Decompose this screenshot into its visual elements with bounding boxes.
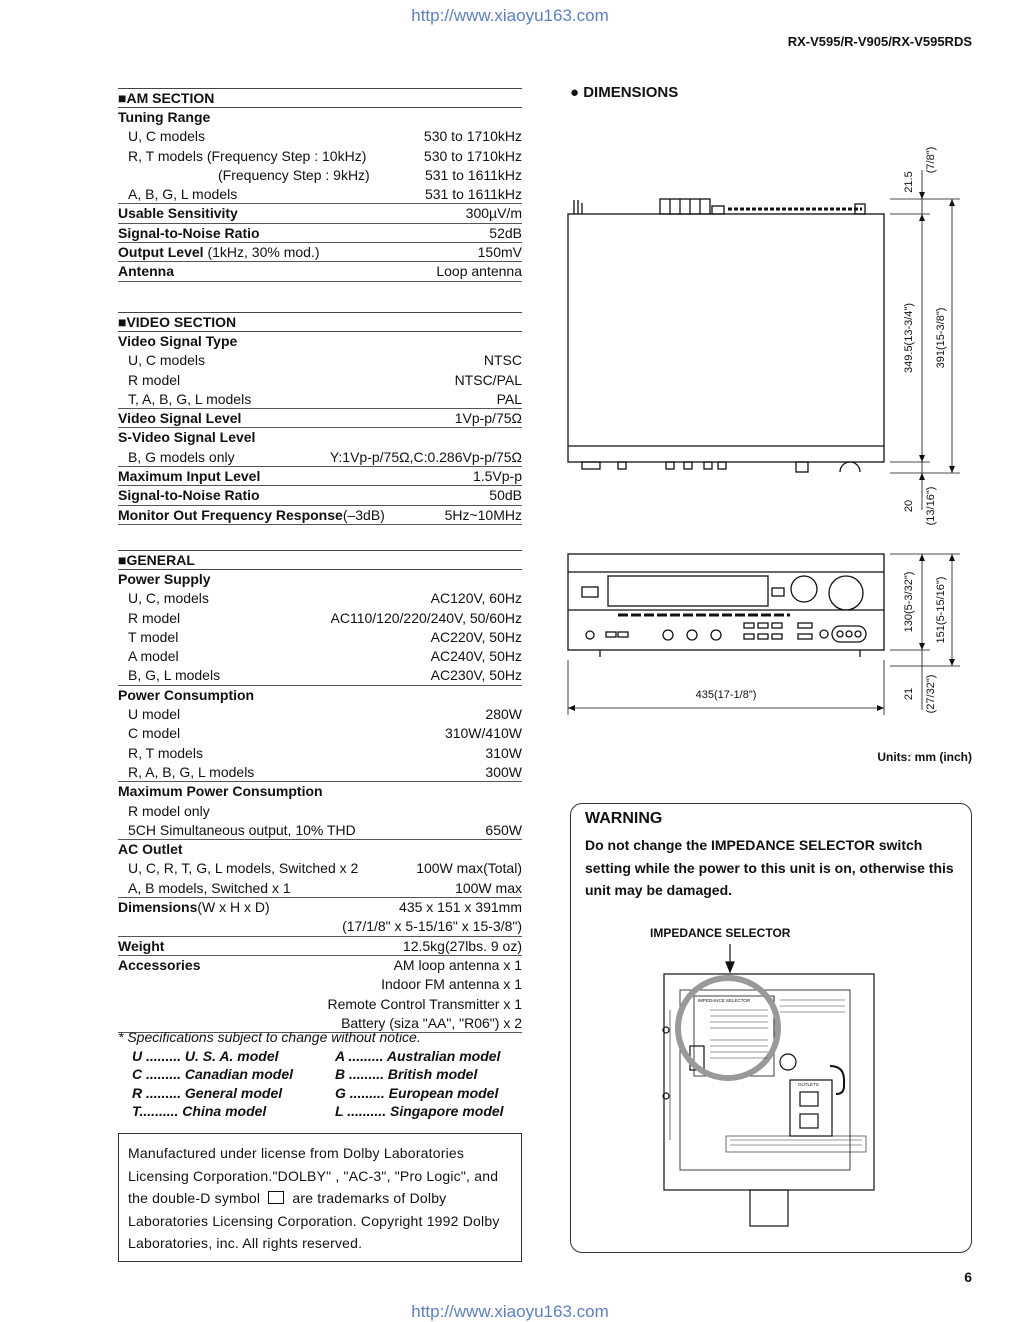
panel-impedance-label: IMPEDANCE SELECTOR xyxy=(698,998,751,1003)
spec-row xyxy=(118,409,522,428)
spec-label xyxy=(118,204,238,222)
legend-entry: R ......... General model xyxy=(132,1084,283,1101)
spec-value: 50dB xyxy=(489,487,522,504)
top-view-body xyxy=(568,214,884,462)
spec-row xyxy=(118,898,522,917)
dim-depth-a: 349.5(13-3/4") xyxy=(903,303,915,373)
dimension-drawings xyxy=(560,110,980,730)
spec-row xyxy=(118,448,522,467)
spec-label-text: A model xyxy=(128,648,179,665)
spec-value: 150mV xyxy=(477,244,522,261)
spec-row xyxy=(118,351,522,370)
spec-label xyxy=(118,609,180,627)
spec-row xyxy=(118,127,522,146)
spec-label xyxy=(118,486,260,504)
spec-label-text: S-Video Signal Level xyxy=(118,429,256,446)
spec-label xyxy=(118,724,180,742)
spec-label xyxy=(118,166,370,184)
dolby-license-box xyxy=(118,1133,522,1262)
spec-label xyxy=(118,351,205,369)
dim-top-a: 21.5 xyxy=(903,171,915,193)
legend-entry: T.......... China model xyxy=(132,1102,267,1119)
spec-row xyxy=(118,589,522,608)
spec-label xyxy=(118,705,180,723)
spec-row xyxy=(118,879,522,898)
spec-label-text: B, G, L models xyxy=(128,667,221,684)
spec-label-text: U, C models xyxy=(128,128,206,145)
spec-value: Remote Control Transmitter x 1 xyxy=(327,995,522,1012)
spec-label-text: R, A, B, G, L models xyxy=(128,763,255,780)
spec-value: 650W xyxy=(485,821,522,838)
spec-value: AC220V, 50Hz xyxy=(430,628,522,645)
spec-label xyxy=(118,409,241,427)
spec-row xyxy=(118,666,522,685)
spec-label-text: (Frequency Step : 9kHz) xyxy=(218,166,370,183)
spec-value: 1.5Vp-p xyxy=(472,468,522,485)
spec-label xyxy=(118,108,210,126)
spec-label xyxy=(118,898,270,916)
spec-label xyxy=(118,647,179,665)
spec-label xyxy=(118,448,235,466)
spec-row xyxy=(118,821,522,840)
double-d-icon xyxy=(268,1191,284,1204)
spec-label xyxy=(118,506,385,524)
spec-label-text: Signal-to-Noise Ratio xyxy=(118,224,260,241)
legend-entry: U ......... U. S. A. model xyxy=(132,1048,279,1064)
spec-label-text: T, A, B, G, L models xyxy=(128,390,252,407)
spec-value: 531 to 1611kHz xyxy=(424,166,522,183)
spec-label-text: R, T models (Frequency Step : 10kHz) xyxy=(128,147,367,164)
spec-label xyxy=(118,802,210,820)
spec-value: 12.5kg(27lbs. 9 oz) xyxy=(402,937,522,954)
spec-row xyxy=(118,744,522,763)
spec-label-text: C model xyxy=(128,725,181,742)
spec-value: Loop antenna xyxy=(436,263,522,280)
spec-label-text: R model xyxy=(128,609,181,626)
spec-row xyxy=(118,428,522,447)
spec-row xyxy=(118,262,522,281)
spec-value: AC110/120/220/240V, 50/60Hz xyxy=(330,609,522,626)
general-section xyxy=(118,550,522,1033)
dim-bot-a: 20 xyxy=(903,499,915,513)
spec-row xyxy=(118,243,522,262)
spec-row xyxy=(118,686,522,705)
spec-value: 530 to 1710kHz xyxy=(423,128,522,145)
spec-value: 5Hz~10MHz xyxy=(444,506,522,523)
spec-row xyxy=(118,486,522,505)
spec-label-suffix: (W x H x D) xyxy=(197,899,270,916)
spec-label-text: Video Signal Level xyxy=(118,410,242,427)
spec-row xyxy=(118,647,522,666)
spec-value: AC120V, 60Hz xyxy=(430,590,522,607)
spec-row xyxy=(118,371,522,390)
spec-label xyxy=(118,467,260,485)
spec-value: Y:1Vp-p/75Ω,C:0.286Vp-p/75Ω xyxy=(329,448,522,465)
spec-label-text: T model xyxy=(128,628,179,645)
spec-label xyxy=(118,147,366,165)
spec-label xyxy=(118,243,320,261)
video-spec-list xyxy=(118,332,522,525)
dim-feet-b: (27/32") xyxy=(925,674,937,714)
spec-value: 52dB xyxy=(489,224,522,241)
spec-value: NTSC xyxy=(483,352,522,369)
dim-h-b: 151(5-15/16") xyxy=(935,576,947,644)
spec-label-text: Usable Sensitivity xyxy=(118,205,238,222)
spec-label-text: Signal-to-Noise Ratio xyxy=(118,487,260,504)
spec-row xyxy=(118,705,522,724)
spec-label xyxy=(118,666,220,684)
spec-label xyxy=(118,127,205,145)
spec-label-text: AC Outlet xyxy=(118,841,183,858)
spec-value: NTSC/PAL xyxy=(454,371,522,388)
spec-label-text: U, C models xyxy=(128,352,206,369)
spec-row xyxy=(118,166,522,185)
spec-value: Battery (siza "AA", "R06") x 2 xyxy=(341,1014,522,1031)
spec-row xyxy=(118,724,522,743)
model-number: RX-V595/R-V905/RX-V595RDS xyxy=(787,34,972,49)
spec-label-text: B, G models only xyxy=(128,448,235,465)
spec-label xyxy=(118,262,174,280)
warning-body: Do not change the IMPEDANCE SELECTOR switch setting while the power to this unit is on, otherwise this unit may be damaged. xyxy=(585,837,954,898)
spec-label xyxy=(118,763,254,781)
spec-row xyxy=(118,570,522,589)
spec-label xyxy=(118,628,178,646)
dim-top-b: (7/8") xyxy=(925,146,937,174)
spec-value: 280W xyxy=(485,706,522,723)
spec-label-text: R, T models xyxy=(128,744,203,761)
spec-row xyxy=(118,224,522,243)
video-section xyxy=(118,312,522,525)
panel-outlets-label: OUTLETS xyxy=(798,1082,819,1087)
spec-label xyxy=(118,570,211,588)
spec-label-text: Power Supply xyxy=(118,571,211,587)
spec-label xyxy=(118,840,183,858)
legend-entry: L .......... Singapore model xyxy=(335,1102,504,1119)
spec-label xyxy=(118,859,358,877)
dim-depth-b: 391(15-3/8") xyxy=(935,307,947,369)
model-legend xyxy=(118,1047,522,1120)
spec-label xyxy=(118,686,254,704)
spec-value: AC230V, 50Hz xyxy=(430,667,522,684)
spec-label-text: U, C, models xyxy=(128,590,209,607)
spec-row xyxy=(118,782,522,801)
spec-row xyxy=(118,390,522,409)
spec-change-note: * Specifications subject to change without notice. xyxy=(118,1029,421,1045)
spec-value: 310W/410W xyxy=(444,725,522,742)
spec-row xyxy=(118,147,522,166)
spec-label-text: Video Signal Type xyxy=(118,333,238,349)
spec-row xyxy=(118,609,522,628)
general-spec-list xyxy=(118,570,522,1033)
spec-label-text: Power Consumption xyxy=(118,686,255,703)
spec-label xyxy=(118,821,356,839)
spec-label xyxy=(118,224,260,242)
general-section-title: ■GENERAL xyxy=(118,550,522,570)
dolby-text-1: Manufactured under license from Dolby Laboratories Licensing Corporation."DOLBY" , "AC-3", "Pro Logic", and the double-D symbol xyxy=(128,1145,499,1206)
spec-label xyxy=(118,937,164,955)
warning-title: WARNING xyxy=(585,810,663,827)
spec-row xyxy=(118,917,522,936)
dolby-text-2: are trademarks of Dolby Laboratories Licensing Corporation. Copyright 1992 Dolby Laboratories, inc. All rights reserved. xyxy=(128,1190,500,1251)
spec-label-text: A, B models, Switched x 1 xyxy=(128,879,291,896)
spec-value: 531 to 1611kHz xyxy=(424,186,522,203)
spec-value: 300W xyxy=(485,763,522,780)
spec-value: (17/1/8" x 5-15/16" x 15-3/8") xyxy=(342,918,522,935)
page-number: 6 xyxy=(964,1269,972,1285)
spec-label-text: Weight xyxy=(118,937,165,954)
spec-label-text: Accessories xyxy=(118,956,201,973)
spec-row xyxy=(118,937,522,956)
spec-label xyxy=(118,782,323,800)
spec-row xyxy=(118,108,522,127)
spec-value: AC240V, 50Hz xyxy=(430,648,522,665)
spec-row xyxy=(118,467,522,486)
legend-entry: A ......... Australian model xyxy=(335,1048,501,1064)
spec-value: 100W max(Total) xyxy=(416,860,522,877)
am-section xyxy=(118,88,522,282)
spec-value: 1Vp-p/75Ω xyxy=(454,410,522,427)
spec-label xyxy=(118,185,237,203)
spec-label xyxy=(118,332,237,350)
dim-feet-a: 21 xyxy=(903,687,915,701)
dimensions-title: ● DIMENSIONS xyxy=(570,84,679,101)
spec-label-text: Maximum Power Consumption xyxy=(118,783,323,800)
dim-width: 435(17-1/8") xyxy=(695,689,757,701)
header-url[interactable]: http://www.xiaoyu163.com xyxy=(411,6,609,25)
spec-label-text: Tuning Range xyxy=(118,109,211,125)
spec-value: Indoor FM antenna x 1 xyxy=(381,976,522,993)
spec-row xyxy=(118,956,522,975)
spec-label-suffix: (–3dB) xyxy=(342,506,385,523)
spec-label xyxy=(118,428,255,446)
spec-label-suffix: (1kHz, 30% mod.) xyxy=(203,244,320,261)
legend-entry: G ......... European model xyxy=(335,1084,499,1101)
spec-row xyxy=(118,763,522,782)
spec-label-text: Maximum Input Level xyxy=(118,468,261,485)
spec-label-text: Antenna xyxy=(118,263,174,280)
am-section-title: ■AM SECTION xyxy=(118,88,522,108)
spec-label xyxy=(118,879,291,897)
spec-label-text: R model xyxy=(128,371,181,388)
impedance-selector-label: IMPEDANCE SELECTOR xyxy=(650,926,791,940)
spec-label-text: Output Level xyxy=(118,244,204,261)
spec-value: 310W xyxy=(485,744,522,761)
spec-label-text: A, B, G, L models xyxy=(128,186,238,203)
spec-label-text: 5CH Simultaneous output, 10% THD xyxy=(128,821,356,838)
am-spec-list xyxy=(118,108,522,282)
legend-entry: C ......... Canadian model xyxy=(132,1066,294,1083)
spec-row xyxy=(118,995,522,1014)
spec-label xyxy=(118,956,201,974)
spec-row xyxy=(118,975,522,994)
spec-row xyxy=(118,332,522,351)
spec-value: 300µV/m xyxy=(465,205,522,222)
spec-label xyxy=(118,390,251,408)
legend-entry: B ......... British model xyxy=(335,1066,478,1083)
footer-url[interactable]: http://www.xiaoyu163.com xyxy=(411,1302,609,1321)
spec-label-text: U, C, R, T, G, L models, Switched x 2 xyxy=(128,860,359,877)
spec-row xyxy=(118,628,522,647)
units-note: Units: mm (inch) xyxy=(877,750,972,764)
spec-row xyxy=(118,802,522,821)
dim-bot-b: (13/16") xyxy=(925,486,937,526)
spec-row xyxy=(118,859,522,878)
spec-value: 435 x 151 x 391mm xyxy=(399,899,522,916)
spec-label-text: Dimensions xyxy=(118,899,198,916)
spec-value: AM loop antenna x 1 xyxy=(393,956,522,973)
spec-row xyxy=(118,840,522,859)
spec-value: 100W max xyxy=(455,879,522,896)
rear-panel-illustration xyxy=(650,940,890,1230)
spec-label xyxy=(118,371,180,389)
spec-row xyxy=(118,506,522,525)
spec-label xyxy=(118,744,203,762)
spec-label xyxy=(118,589,209,607)
spec-value: PAL xyxy=(496,390,522,407)
spec-value: 530 to 1710kHz xyxy=(423,147,522,164)
spec-row xyxy=(118,185,522,204)
spec-label-text: Monitor Out Frequency Response xyxy=(118,506,343,523)
spec-label-text: R model only xyxy=(128,802,210,819)
spec-row xyxy=(118,204,522,223)
dim-h-a: 130(5-3/32") xyxy=(903,571,915,633)
video-section-title: ■VIDEO SECTION xyxy=(118,312,522,332)
spec-label-text: U model xyxy=(128,706,181,723)
